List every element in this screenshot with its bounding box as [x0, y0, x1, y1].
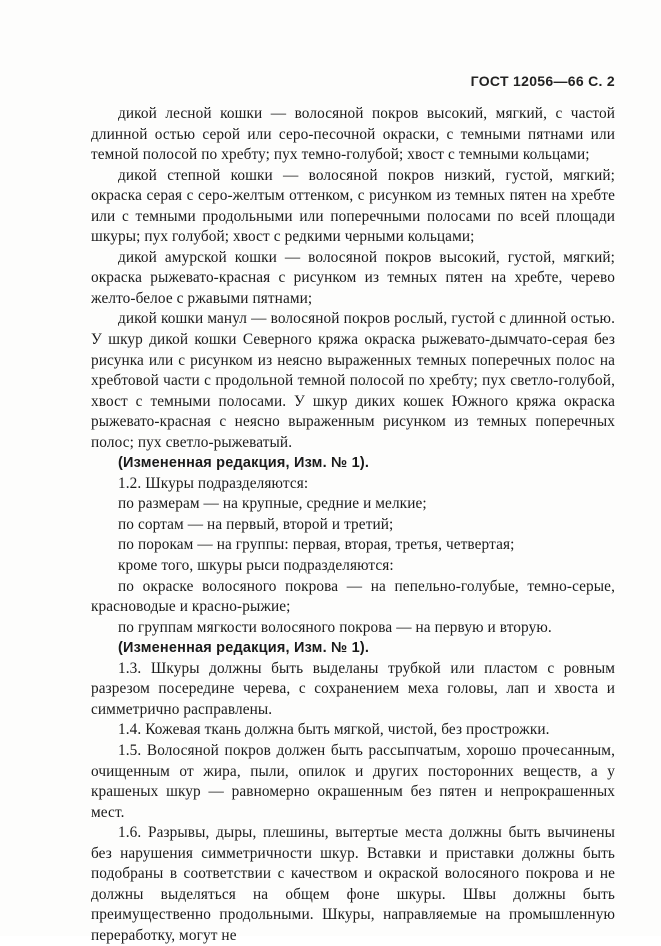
body-paragraph: по размерам — на крупные, средние и мелкие;: [118, 495, 427, 513]
body-paragraph: 1.5. Волосяной покров должен быть рассыпчатым, хорошо прочесанным, очищенным от жира, пыли, опилок и других посторонних веществ, а у крашеных шкур — равномерно окрашенным без пятен и непрокрашенных мест.: [91, 741, 615, 821]
body-paragraph: по сортам — на первый, второй и третий;: [118, 515, 394, 533]
body-paragraph: дикой лесной кошки — волосяной покров высокий, мягкий, с частой длинной остью серой или серо-песочной окраски, с темными пятнами или темной полосой по хребту; пух темно-голубой; хвост с темными кольцами;: [91, 105, 615, 164]
body-paragraph: 1.3. Шкуры должны быть выделаны трубкой или пластом с ровным разрезом посередине черева, с сохранением меха головы, лап и хвоста и симметрично расправлены.: [91, 659, 615, 718]
body-paragraph: 1.6. Разрывы, дыры, плешины, вытертые места должны быть вычинены без нарушения симметричности шкур. Вставки и приставки должны быть подобраны в соответствии с качеством и окраской волосяного покрова и не должны выделяться на общем фоне шкуры. Швы должны быть преимущественно продольными. Шкуры, направляемые на промышленную переработку, могут не: [91, 824, 615, 944]
body-paragraph: кроме того, шкуры рыси подразделяются:: [118, 557, 394, 575]
amendment-note: (Измененная редакция, Изм. № 1).: [118, 455, 370, 472]
document-body: [91, 104, 615, 946]
body-paragraph: дикой кошки манул — волосяной покров рослый, густой с длинной остью. У шкур дикой кошки Северного кряжа окраска рыжевато-дымчато-серая без рисунка или с рисунком из неясно выраженных темных поперечных полос на хребтовой части с продольной темной полосой по хребту; пух светло-голубой, хвост с темными полосами. У шкур диких кошек Южного кряжа окраска рыжевато-красная с неясно выраженным рисунком из темных поперечных полос; пух светло-рыжеватый.: [91, 310, 615, 451]
amendment-note: (Измененная редакция, Изм. № 1).: [118, 640, 370, 657]
body-paragraph: дикой амурской кошки — волосяной покров высокий, густой, мягкий; окраска рыжевато-красная с рисунком из темных пятен на хребте, черево желто-белое с ржавыми пятнами;: [91, 248, 615, 307]
body-paragraph: 1.2. Шкуры подразделяются:: [118, 474, 309, 492]
body-paragraph: по группам мягкости волосяного покрова — на первую и вторую.: [118, 618, 552, 636]
body-paragraph: 1.4. Кожевая ткань должна быть мягкой, чистой, без прострожки.: [118, 721, 550, 739]
body-paragraph: по порокам — на группы: первая, вторая, третья, четвертая;: [118, 536, 515, 554]
page-header-standard-code: ГОСТ 12056—66 С. 2: [470, 73, 615, 89]
body-paragraph: дикой степной кошки — волосяной покров низкий, густой, мягкий; окраска серая с серо-желтым оттенком, с рисунком из темных пятен на хребте или с темными продольными или поперечными полосами по всей площади шкуры; пух голубой; хвост с редкими черными кольцами;: [91, 166, 615, 246]
body-paragraph: по окраске волосяного покрова — на пепельно-голубые, темно-серые, красноводые и красно-рыжие;: [91, 577, 615, 616]
